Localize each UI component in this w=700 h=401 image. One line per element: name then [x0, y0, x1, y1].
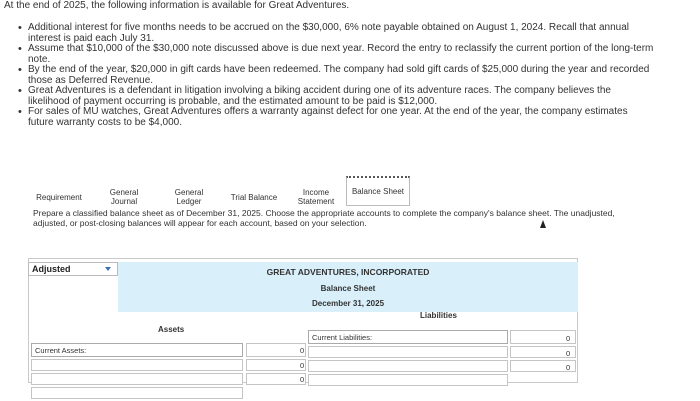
balance-type-value: Adjusted — [32, 264, 71, 274]
liability-account-input[interactable] — [308, 346, 508, 358]
cursor-icon — [540, 220, 546, 228]
tab-trial-balance[interactable]: Trial Balance — [230, 192, 278, 202]
current-liabilities-label: Current Liabilities: — [308, 330, 508, 344]
asset-amount-value: 0 — [300, 375, 305, 384]
balance-type-select[interactable] — [28, 262, 118, 276]
liability-amount-value: 0 — [566, 334, 571, 343]
assets-header: Assets — [158, 325, 185, 334]
tab-requirement[interactable]: Requirement — [36, 192, 82, 202]
info-item: • Great Adventures is a defendant in litigation involving a biking accident during one of its adventure races. The company believes the likelihood of payment occurring is probable, and the estimated amount to be paid is $12,000. — [18, 86, 654, 107]
asset-amount-input[interactable] — [246, 373, 306, 385]
asset-account-input[interactable] — [31, 387, 243, 399]
tab-balance-sheet[interactable]: Balance Sheet — [346, 176, 410, 206]
info-item: • Assume that $10,000 of the $30,000 note discussed above is due next year. Record the entry to reclassify the current portion of the long-term note. — [18, 44, 654, 65]
statement-date: December 31, 2025 — [118, 296, 578, 312]
chevron-down-icon — [105, 267, 111, 271]
company-name: GREAT ADVENTURES, INCORPORATED — [118, 262, 578, 282]
statement-title: Balance Sheet — [118, 282, 578, 296]
liability-amount-value: 0 — [566, 363, 571, 372]
liabilities-header: Liabilities — [420, 311, 457, 320]
tab-general-ledger[interactable]: General Ledger — [174, 188, 204, 206]
asset-amount-input[interactable] — [246, 359, 306, 371]
tab-general-journal[interactable]: General Journal — [109, 188, 139, 206]
info-list — [18, 23, 654, 128]
info-item: • By the end of the year, $20,000 in gift cards have been redeemed. The company had sold gift cards of $25,000 during the year and recorded those as Deferred Revenue. — [18, 65, 654, 86]
asset-account-input[interactable] — [31, 359, 243, 371]
info-item: • For sales of MU watches, Great Adventures offers a warranty against defect for one year. At the end of the year, the company estimates future warranty costs to be $4,000. — [18, 107, 654, 128]
liability-amount-value: 0 — [566, 349, 571, 358]
asset-amount-value: 0 — [300, 346, 305, 355]
info-item: • Additional interest for five months needs to be accrued on the $30,000, 6% note payable obtained on August 1, 2024. Recall that annual interest is paid each July 31. — [18, 23, 654, 44]
liability-account-input[interactable] — [308, 360, 508, 372]
asset-account-input[interactable] — [31, 373, 243, 385]
asset-amount-input[interactable] — [246, 343, 306, 357]
current-assets-label: Current Assets: — [31, 343, 243, 357]
instructions: Prepare a classified balance sheet as of December 31, 2025. Choose the appropriate accounts to complete the company's balance sheet. The unadjusted, adjusted, or post-closing balances will appear for each account, based on your selection. — [33, 208, 615, 228]
tab-income-statement[interactable]: Income Statement — [297, 188, 335, 206]
liability-account-input[interactable] — [308, 374, 508, 386]
intro-text: At the end of 2025, the following information is available for Great Adventures. — [4, 0, 350, 11]
asset-amount-value: 0 — [300, 361, 305, 370]
